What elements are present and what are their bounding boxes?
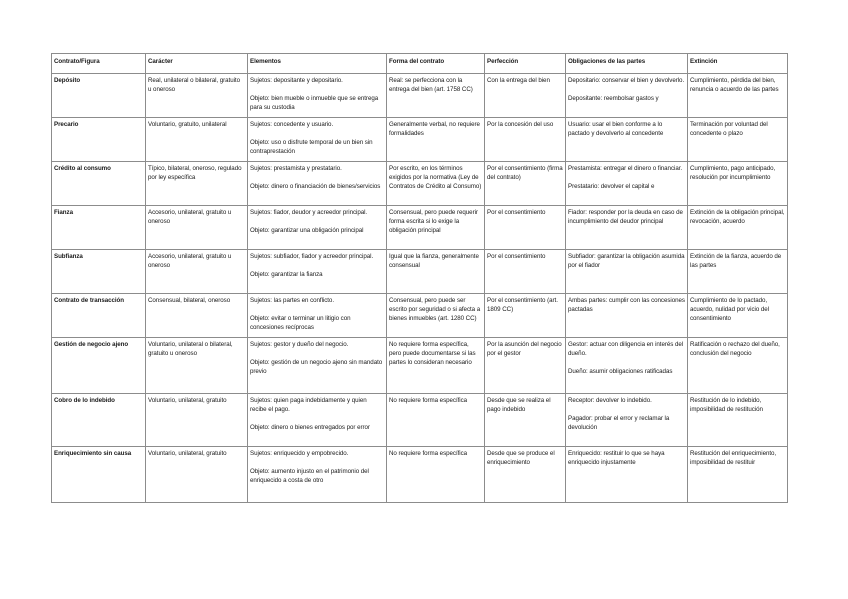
obligaciones-text: Prestamista: entregar el dinero o financiar. — [568, 165, 683, 172]
elementos-sujetos-cell — [248, 118, 387, 162]
header-cell: Carácter — [146, 54, 248, 74]
contract-name-cell — [52, 206, 146, 250]
forma-text-cell — [387, 250, 485, 294]
elementos-sujetos: Sujetos: quien paga indebidamente y quien recibe el pago. — [250, 397, 367, 413]
obligaciones-text-cell — [566, 447, 688, 503]
contract-name-cell — [52, 338, 146, 394]
forma-text-cell — [387, 294, 485, 338]
caracter-text-cell — [146, 118, 248, 162]
elementos-sujetos-cell — [248, 74, 387, 118]
extincion-text-cell — [688, 162, 788, 206]
contract-name: Subfianza — [54, 253, 83, 260]
obligaciones-text-2: Dueño: asumir obligaciones ratificadas — [568, 368, 673, 375]
perfeccion-text-cell — [485, 206, 566, 250]
obligaciones-text: Subfiador: garantizar la obligación asumida por el fiador — [568, 253, 685, 269]
elementos-objeto: Objeto: aumento injusto en el patrimonio del enriquecido a costa de otro — [250, 468, 369, 484]
perfeccion-text: Por el consentimiento — [487, 209, 546, 216]
forma-text: No requiere forma específica — [389, 397, 468, 404]
elementos-sujetos: Sujetos: gestor y dueño del negocio. — [250, 341, 349, 348]
table-row — [52, 118, 788, 162]
forma-text-cell — [387, 74, 485, 118]
elementos-objeto: Objeto: garantizar una obligación principal — [250, 227, 364, 234]
caracter-text-cell — [146, 338, 248, 394]
header-cell: Obligaciones de las partes — [566, 54, 688, 74]
contract-name: Gestión de negocio ajeno — [54, 341, 129, 348]
forma-text-cell — [387, 338, 485, 394]
contract-name-cell — [52, 118, 146, 162]
extincion-text-cell — [688, 74, 788, 118]
perfeccion-text-cell — [485, 118, 566, 162]
header-cell: Perfección — [485, 54, 566, 74]
elementos-sujetos-cell — [248, 206, 387, 250]
table-row — [52, 250, 788, 294]
caracter-text: Típico, bilateral, oneroso, regulado por ley específica — [148, 165, 242, 181]
extincion-text-cell — [688, 206, 788, 250]
perfeccion-text: Por el consentimiento (firma del contrato) — [487, 165, 563, 181]
caracter-text: Accesorio, unilateral, gratuito u oneroso — [148, 253, 232, 269]
elementos-sujetos: Sujetos: subfiador, fiador y acreedor principal. — [250, 253, 374, 260]
perfeccion-text: Desde que se realiza el pago indebido — [487, 397, 551, 413]
caracter-text-cell — [146, 206, 248, 250]
elementos-objeto: Objeto: evitar o terminar un litigio con concesiones recíprocas — [250, 315, 351, 331]
contracts-table — [51, 53, 788, 503]
obligaciones-text: Ambas partes: cumplir con las concesiones pactadas — [568, 297, 685, 313]
obligaciones-text-2: Depositante: reembolsar gastos y — [568, 95, 659, 102]
extincion-text-cell — [688, 250, 788, 294]
caracter-text-cell — [146, 74, 248, 118]
elementos-sujetos-cell — [248, 294, 387, 338]
contract-name: Cobro de lo indebido — [54, 397, 115, 404]
forma-text: No requiere forma específica, pero puede documentarse si las partes lo consideran necesario — [389, 341, 476, 366]
elementos-objeto: Objeto: bien mueble o inmueble que se entrega para su custodia — [250, 95, 379, 111]
perfeccion-text-cell — [485, 250, 566, 294]
perfeccion-text: Por la asunción del negocio por el gestor — [487, 341, 562, 357]
elementos-sujetos: Sujetos: depositante y depositario. — [250, 77, 343, 84]
caracter-text-cell — [146, 394, 248, 447]
table-row — [52, 162, 788, 206]
obligaciones-text-cell — [566, 118, 688, 162]
extincion-text: Cumplimiento, pérdida del bien, renuncia o acuerdo de las partes — [690, 77, 779, 93]
obligaciones-text-2: Prestatario: devolver el capital e — [568, 183, 655, 190]
obligaciones-text-2: Pagador: probar el error y reclamar la devolución — [568, 415, 670, 431]
contract-name: Precario — [54, 121, 79, 128]
elementos-sujetos: Sujetos: fiador, deudor y acreedor principal. — [250, 209, 368, 216]
forma-text-cell — [387, 206, 485, 250]
caracter-text: Accesorio, unilateral, gratuito u oneroso — [148, 209, 232, 225]
header-cell: Forma del contrato — [387, 54, 485, 74]
extincion-text: Restitución del enriquecimiento, imposibilidad de restituir — [690, 450, 777, 466]
caracter-text: Voluntario, unilateral, gratuito — [148, 397, 227, 404]
obligaciones-text-cell — [566, 74, 688, 118]
perfeccion-text-cell — [485, 162, 566, 206]
table-row — [52, 447, 788, 503]
obligaciones-text-cell — [566, 206, 688, 250]
extincion-text: Cumplimiento, pago anticipado, resolución por incumplimiento — [690, 165, 776, 181]
caracter-text: Voluntario, unilateral, gratuito — [148, 450, 227, 457]
extincion-text-cell — [688, 394, 788, 447]
obligaciones-text-cell — [566, 294, 688, 338]
elementos-objeto: Objeto: dinero o bienes entregados por error — [250, 424, 370, 431]
header-cell: Elementos — [248, 54, 387, 74]
perfeccion-text-cell — [485, 74, 566, 118]
obligaciones-text-cell — [566, 338, 688, 394]
table-header-row — [52, 54, 788, 74]
extincion-text: Cumplimiento de lo pactado, acuerdo, nulidad por vicio del consentimiento — [690, 297, 769, 322]
forma-text: Consensual, pero puede ser escrito por seguridad o si afecta a bienes inmuebles (art. 1280 CC) — [389, 297, 481, 322]
header-cell: Extinción — [688, 54, 788, 74]
obligaciones-text: Fiador: responder por la deuda en caso de incumplimiento del deudor principal — [568, 209, 683, 225]
contract-name-cell — [52, 394, 146, 447]
contract-name: Depósito — [54, 77, 81, 84]
caracter-text-cell — [146, 162, 248, 206]
table-row — [52, 338, 788, 394]
header-cell: Contrato/Figura — [52, 54, 146, 74]
caracter-text: Voluntario, unilateral o bilateral, gratuito u oneroso — [148, 341, 233, 357]
obligaciones-text: Gestor: actuar con diligencia en interés del dueño. — [568, 341, 684, 357]
elementos-sujetos-cell — [248, 250, 387, 294]
elementos-sujetos: Sujetos: enriquecido y empobrecido. — [250, 450, 349, 457]
forma-text-cell — [387, 447, 485, 503]
forma-text: Por escrito, en los términos exigidos por la normativa (Ley de Contratos de Crédito al Consumo) — [389, 165, 482, 190]
perfeccion-text-cell — [485, 338, 566, 394]
extincion-text: Extinción de la obligación principal, revocación, acuerdo — [690, 209, 785, 225]
caracter-text-cell — [146, 294, 248, 338]
elementos-sujetos: Sujetos: las partes en conflicto. — [250, 297, 334, 304]
contract-name: Contrato de transacción — [54, 297, 125, 304]
forma-text-cell — [387, 162, 485, 206]
extincion-text: Restitución de lo indebido, imposibilidad de restitución — [690, 397, 763, 413]
table-row — [52, 206, 788, 250]
perfeccion-text-cell — [485, 394, 566, 447]
caracter-text: Real, unilateral o bilateral, gratuito u oneroso — [148, 77, 240, 93]
elementos-sujetos-cell — [248, 394, 387, 447]
obligaciones-text: Usuario: usar el bien conforme a lo pactado y devolverlo al concedente — [568, 121, 664, 137]
obligaciones-text: Depositario: conservar el bien y devolverlo. — [568, 77, 685, 84]
obligaciones-text-cell — [566, 162, 688, 206]
elementos-objeto: Objeto: gestión de un negocio ajeno sin mandato previo — [250, 359, 383, 375]
forma-text: Consensual, pero puede requerir forma escrita si lo exige la obligación principal — [389, 209, 478, 234]
forma-text-cell — [387, 118, 485, 162]
table-row — [52, 394, 788, 447]
perfeccion-text-cell — [485, 447, 566, 503]
caracter-text: Consensual, bilateral, oneroso — [148, 297, 231, 304]
contract-name: Crédito al consumo — [54, 165, 111, 172]
perfeccion-text: Por el consentimiento — [487, 253, 546, 260]
contract-name-cell — [52, 162, 146, 206]
caracter-text-cell — [146, 447, 248, 503]
perfeccion-text: Con la entrega del bien — [487, 77, 550, 84]
forma-text-cell — [387, 394, 485, 447]
obligaciones-text-cell — [566, 250, 688, 294]
perfeccion-text-cell — [485, 294, 566, 338]
extincion-text: Ratificación o rechazo del dueño, conclusión del negocio — [690, 341, 780, 357]
contract-name: Fianza — [54, 209, 73, 216]
caracter-text-cell — [146, 250, 248, 294]
extincion-text: Extinción de la fianza, acuerdo de las partes — [690, 253, 782, 269]
obligaciones-text: Receptor: devolver lo indebido. — [568, 397, 652, 404]
contract-name: Enriquecimiento sin causa — [54, 450, 132, 457]
elementos-sujetos: Sujetos: prestamista y prestatario. — [250, 165, 342, 172]
extincion-text: Terminación por voluntad del concedente o plazo — [690, 121, 768, 137]
contract-name-cell — [52, 250, 146, 294]
perfeccion-text: Desde que se produce el enriquecimiento — [487, 450, 555, 466]
perfeccion-text: Por la concesión del uso — [487, 121, 554, 128]
contract-name-cell — [52, 74, 146, 118]
forma-text: Real: se perfecciona con la entrega del bien (art. 1758 CC) — [389, 77, 473, 93]
elementos-objeto: Objeto: uso o disfrute temporal de un bien sin contraprestación — [250, 139, 373, 155]
elementos-objeto: Objeto: garantizar la fianza — [250, 271, 323, 278]
extincion-text-cell — [688, 338, 788, 394]
extincion-text-cell — [688, 447, 788, 503]
elementos-objeto: Objeto: dinero o financiación de bienes/servicios — [250, 183, 381, 190]
caracter-text: Voluntario, gratuito, unilateral — [148, 121, 227, 128]
forma-text: Generalmente verbal, no requiere formalidades — [389, 121, 480, 137]
elementos-sujetos-cell — [248, 162, 387, 206]
elementos-sujetos: Sujetos: concedente y usuario. — [250, 121, 334, 128]
perfeccion-text: Por el consentimiento (art. 1809 CC) — [487, 297, 558, 313]
table-row — [52, 74, 788, 118]
obligaciones-text-cell — [566, 394, 688, 447]
forma-text: No requiere forma específica — [389, 450, 468, 457]
elementos-sujetos-cell — [248, 338, 387, 394]
forma-text: Igual que la fianza, generalmente consensual — [389, 253, 479, 269]
table-row — [52, 294, 788, 338]
elementos-sujetos-cell — [248, 447, 387, 503]
contract-name-cell — [52, 447, 146, 503]
extincion-text-cell — [688, 118, 788, 162]
contract-name-cell — [52, 294, 146, 338]
obligaciones-text: Enriquecido: restituir lo que se haya enriquecido injustamente — [568, 450, 665, 466]
extincion-text-cell — [688, 294, 788, 338]
